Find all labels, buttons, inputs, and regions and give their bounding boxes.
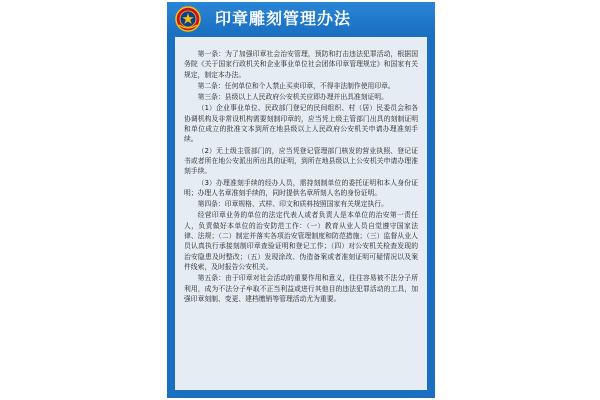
paragraph-article-1: 第一条：为了加强印章社会治安管理，预防和打击违法犯罪活动，根据国务院《关于国家行政机关和企业事业单位社会团体印章管理规定》和国家有关规定，制定本办法。 [184,50,418,79]
paragraph-item-1: （1）企业事业单位、民政部门登记的民间组织、村（居）民委员会和各协调机构及非常设机构需要刻制印章的，应当凭上级主管部门出具的刻制证明和单位成立的批准文本到所在地县级以上人民政府公安机关申请办理准刻手续。 [184,104,418,144]
poster-header [167,2,435,35]
page-title: 印章雕刻管理办法 [215,9,352,28]
paragraph-item-2: （2）无上级主管部门的，应当凭登记管理部门核发的营业执照、登记证书或者所在地公安派出所出具的证明，到所在地县级以上公安机关申请办理准刻手续。 [184,146,418,176]
content-panel [175,37,427,390]
police-emblem-icon [175,6,201,32]
paragraph-article-2: 第二条：任何单位和个人禁止买卖印章，不得非法制作使用印章。 [197,81,395,90]
regulation-text [175,37,427,304]
paragraph-article-3: 第三条：县级以上人民政府公安机关应即办理并出具准刻证明。 [197,93,388,102]
paragraph-article-5: 第五条：由于印章对社会活动的重要作用和意义，往往容易被不法分子所利用，成为不法分子牟取不正当利益或进行其他目的违法犯罪活动的工具，加强印章刻制、变更、建档缴销等管理活动尤为重要。 [184,274,418,303]
paragraph-operator-duties: 经营印章业务的单位的法定代表人或者负责人是本单位的治安第一责任人，负责做好本单位的治安防范工作：（一）教育从业人员自觉遵守国家法律、法规；（二）制定并落实各项治安管理制度和防范措施；（三）监督从业人员认真执行承接刻制印章查验证明和登记工作；（四）对公安机关检查发现的治安隐患及时整改；（五）发现涂改、伪造备案或者准刻证明可疑情况以及案件线索，及时报告公安机关。 [184,211,418,271]
paragraph-article-4: 第四条：印章规格、式样、印文和质料按照国家有关规定执行。 [197,200,388,209]
paragraph-item-3: （3）办理准刻手续的经办人员，需持刻制单位的委托证明和本人身份证明；办理人名章准刻手续的，同时提供名章所刻人名的身份证明。 [184,178,418,197]
poster [167,2,435,398]
